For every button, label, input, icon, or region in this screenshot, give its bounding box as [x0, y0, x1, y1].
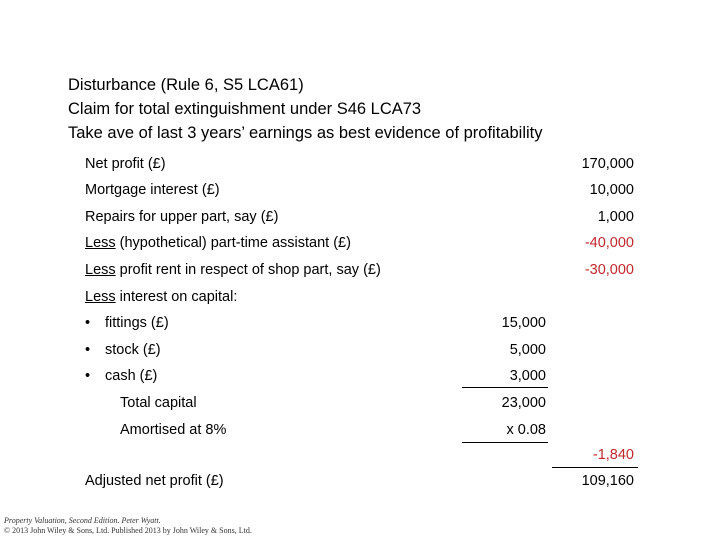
row-label: [85, 231, 351, 255]
row-interest-total: [0, 443, 720, 467]
total-rule: [552, 467, 638, 468]
row-value: 1,000: [597, 209, 634, 225]
row-cash: [0, 364, 720, 388]
row-value: 170,000: [581, 156, 634, 172]
row-value: -30,000: [584, 262, 634, 278]
row-value: -40,000: [584, 235, 634, 251]
row-value: 23,000: [501, 395, 546, 411]
row-label-text: interest on capital:: [115, 289, 238, 305]
row-fittings: [0, 311, 720, 335]
heading-line-1: Disturbance (Rule 6, S5 LCA61): [68, 76, 304, 94]
row-label: Mortgage interest (£): [85, 182, 220, 198]
row-label: [85, 285, 237, 309]
row-total-capital: [0, 391, 720, 415]
row-repairs: [0, 205, 720, 229]
copyright-footer: [4, 516, 252, 536]
row-label: [85, 258, 381, 282]
row-label: Amortised at 8%: [120, 422, 227, 438]
row-value: x 0.08: [506, 422, 546, 438]
row-part-time-assistant: [0, 231, 720, 255]
row-value: 109,160: [581, 473, 634, 489]
row-mortgage-interest: [0, 178, 720, 202]
row-interest-on-capital: [0, 285, 720, 309]
book-title: Property Valuation, Second Edition. Peter Wyatt.: [4, 516, 161, 525]
row-label: cash (£): [105, 368, 158, 384]
row-label: fittings (£): [105, 315, 169, 331]
row-label: Total capital: [120, 395, 197, 411]
less-prefix: Less: [85, 262, 116, 278]
row-adjusted-net-profit: [0, 469, 720, 493]
less-prefix: Less: [85, 235, 116, 251]
subtotal-rule: [462, 387, 548, 388]
slide-heading: [68, 73, 708, 145]
row-label-text: (hypothetical) part-time assistant (£): [115, 235, 351, 251]
row-amortised: [0, 418, 720, 442]
row-stock: [0, 338, 720, 362]
row-value: 10,000: [589, 182, 634, 198]
less-prefix: Less: [85, 289, 116, 305]
row-value: 5,000: [509, 342, 546, 358]
row-label: Net profit (£): [85, 156, 166, 172]
row-label: Adjusted net profit (£): [85, 473, 224, 489]
row-shop-profit-rent: [0, 258, 720, 282]
row-label-text: profit rent in respect of shop part, say (£): [115, 262, 381, 278]
row-value: 3,000: [509, 368, 546, 384]
row-value: -1,840: [592, 447, 634, 463]
bullet-icon: •: [85, 315, 91, 331]
bullet-icon: •: [85, 342, 91, 358]
heading-line-2: Claim for total extinguishment under S46 LCA73: [68, 100, 422, 118]
row-value: 15,000: [501, 315, 546, 331]
row-label: Repairs for upper part, say (£): [85, 209, 279, 225]
copyright-text: © 2013 John Wiley & Sons, Ltd. Published 2013 by John Wiley & Sons, Ltd.: [4, 526, 252, 535]
row-net-profit: [0, 152, 720, 176]
heading-line-3: Take ave of last 3 years’ earnings as best evidence of profitability: [68, 124, 543, 142]
bullet-icon: •: [85, 368, 91, 384]
row-label: stock (£): [105, 342, 161, 358]
